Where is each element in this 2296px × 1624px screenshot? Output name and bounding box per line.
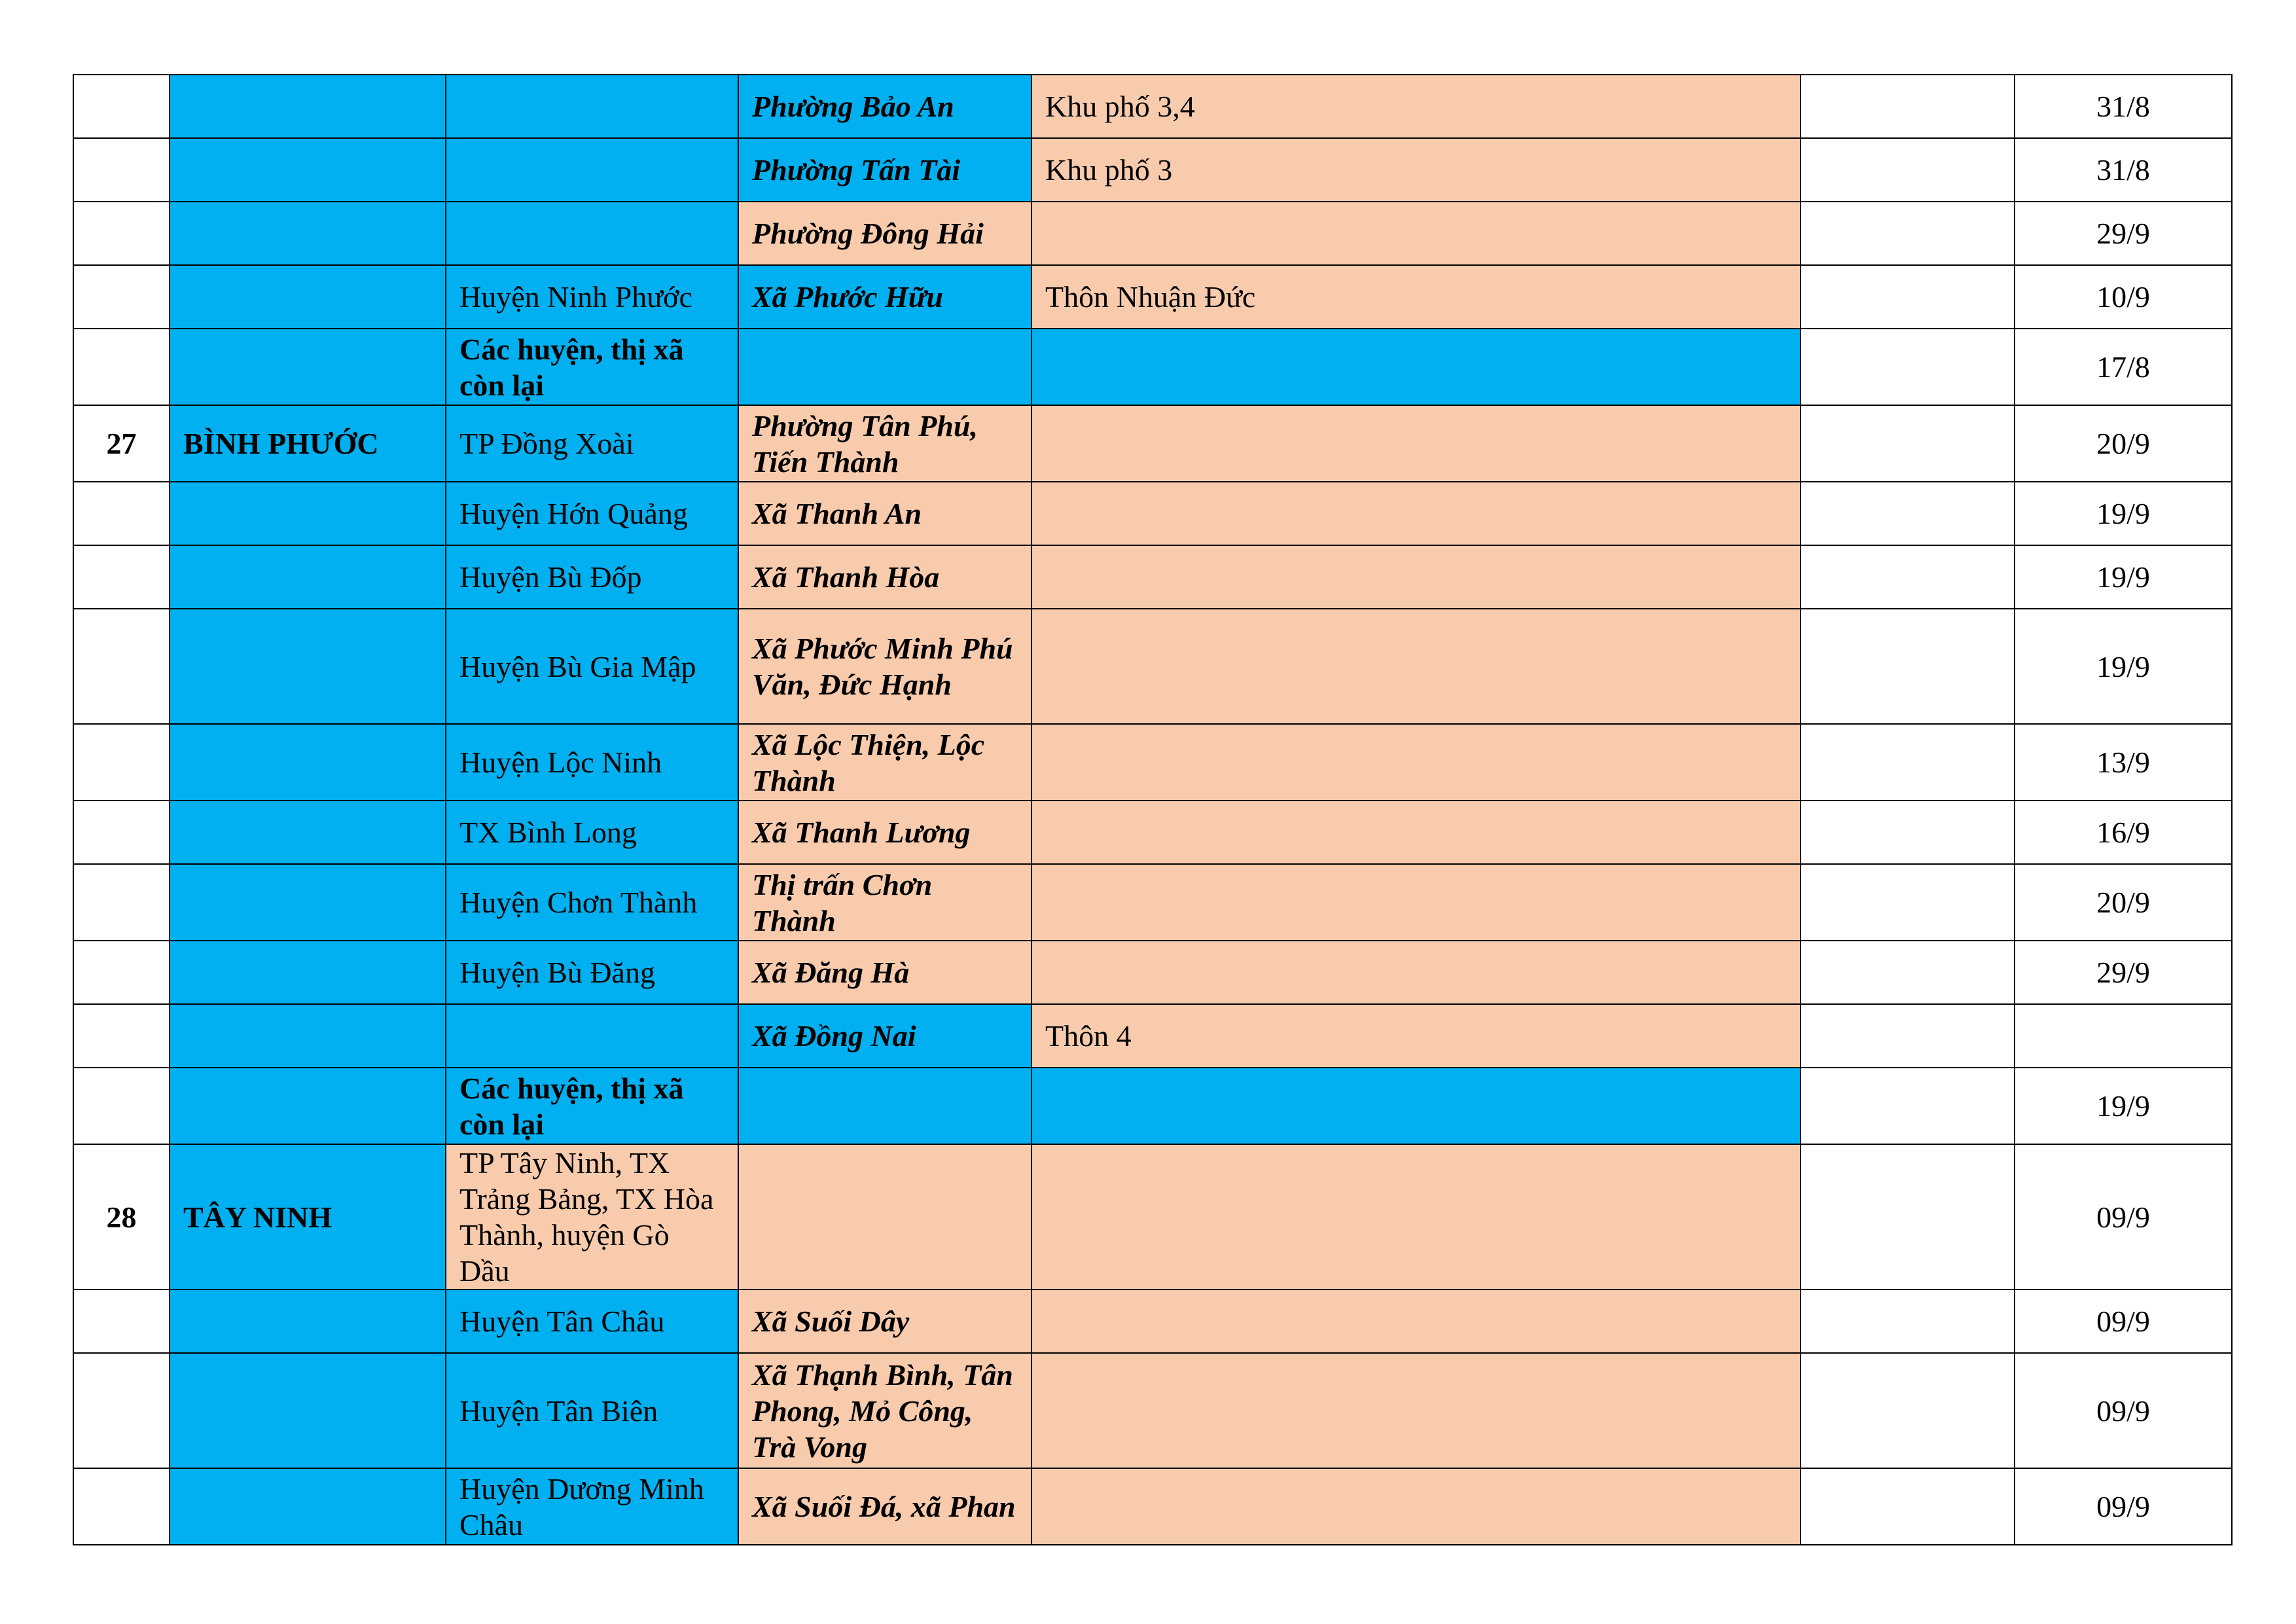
district-cell: Huyện Hớn Quảng — [446, 482, 738, 545]
district-cell: Huyện Lộc Ninh — [446, 724, 738, 801]
province-cell — [170, 941, 446, 1004]
ward-cell — [738, 1144, 1031, 1290]
stt-cell: 27 — [73, 405, 170, 482]
stt-cell — [73, 545, 170, 609]
province-cell — [170, 1353, 446, 1468]
province-cell — [170, 265, 446, 329]
date-cell: 31/8 — [2015, 138, 2232, 202]
stt-cell — [73, 1468, 170, 1545]
ward-cell: Xã Thạnh Bình, Tân Phong, Mỏ Công, Trà Vong — [738, 1353, 1031, 1468]
ward-cell: Xã Lộc Thiện, Lộc Thành — [738, 724, 1031, 801]
district-cell: Huyện Chơn Thành — [446, 864, 738, 941]
note-cell — [1801, 1290, 2015, 1353]
note-cell — [1801, 138, 2015, 202]
note-cell — [1801, 329, 2015, 405]
note-cell — [1801, 75, 2015, 138]
ward-cell: Xã Đăng Hà — [738, 941, 1031, 1004]
ward-cell: Thị trấn Chơn Thành — [738, 864, 1031, 941]
province-cell — [170, 801, 446, 864]
date-cell: 09/9 — [2015, 1290, 2232, 1353]
ward-cell: Xã Phước Minh Phú Văn, Đức Hạnh — [738, 609, 1031, 724]
table-row — [73, 202, 2232, 265]
date-cell: 10/9 — [2015, 265, 2232, 329]
date-cell: 29/9 — [2015, 202, 2232, 265]
district-cell — [446, 1004, 738, 1068]
date-cell: 19/9 — [2015, 545, 2232, 609]
date-cell: 17/8 — [2015, 329, 2232, 405]
district-cell: Các huyện, thị xã còn lại — [446, 329, 738, 405]
province-cell: TÂY NINH — [170, 1144, 446, 1290]
detail-cell — [1031, 405, 1801, 482]
ward-cell: Xã Suối Dây — [738, 1290, 1031, 1353]
table-row — [73, 75, 2232, 138]
stt-cell — [73, 941, 170, 1004]
province-cell — [170, 1290, 446, 1353]
date-cell: 19/9 — [2015, 609, 2232, 724]
vaccination-schedule-table — [73, 74, 2233, 1545]
province-cell — [170, 329, 446, 405]
table-body — [73, 75, 2232, 1545]
detail-cell — [1031, 1068, 1801, 1144]
stt-cell — [73, 482, 170, 545]
stt-cell — [73, 1068, 170, 1144]
note-cell — [1801, 1468, 2015, 1545]
date-cell: 13/9 — [2015, 724, 2232, 801]
district-cell — [446, 75, 738, 138]
note-cell — [1801, 545, 2015, 609]
table-row — [73, 1068, 2232, 1144]
district-cell: Huyện Bù Gia Mập — [446, 609, 738, 724]
date-cell — [2015, 1004, 2232, 1068]
province-cell — [170, 1004, 446, 1068]
ward-cell: Phường Tân Phú, Tiến Thành — [738, 405, 1031, 482]
date-cell: 29/9 — [2015, 941, 2232, 1004]
stt-cell — [73, 138, 170, 202]
note-cell — [1801, 482, 2015, 545]
district-cell: Huyện Bù Đăng — [446, 941, 738, 1004]
table-row — [73, 1468, 2232, 1545]
note-cell — [1801, 941, 2015, 1004]
table-row — [73, 609, 2232, 724]
detail-cell — [1031, 1290, 1801, 1353]
note-cell — [1801, 265, 2015, 329]
date-cell: 19/9 — [2015, 1068, 2232, 1144]
detail-cell — [1031, 609, 1801, 724]
detail-cell — [1031, 801, 1801, 864]
date-cell: 20/9 — [2015, 405, 2232, 482]
date-cell: 20/9 — [2015, 864, 2232, 941]
province-cell — [170, 545, 446, 609]
detail-cell — [1031, 329, 1801, 405]
province-cell — [170, 482, 446, 545]
detail-cell — [1031, 545, 1801, 609]
table-row — [73, 1004, 2232, 1068]
detail-cell — [1031, 1353, 1801, 1468]
province-cell — [170, 1068, 446, 1144]
table-row — [73, 864, 2232, 941]
detail-cell — [1031, 724, 1801, 801]
district-cell: Huyện Ninh Phước — [446, 265, 738, 329]
ward-cell: Xã Thanh Lương — [738, 801, 1031, 864]
note-cell — [1801, 1144, 2015, 1290]
stt-cell — [73, 329, 170, 405]
ward-cell — [738, 1068, 1031, 1144]
ward-cell — [738, 329, 1031, 405]
note-cell — [1801, 1004, 2015, 1068]
province-cell — [170, 75, 446, 138]
province-cell — [170, 864, 446, 941]
table-row — [73, 405, 2232, 482]
detail-cell: Thôn Nhuận Đức — [1031, 265, 1801, 329]
table-row — [73, 329, 2232, 405]
stt-cell — [73, 202, 170, 265]
detail-cell — [1031, 1468, 1801, 1545]
stt-cell: 28 — [73, 1144, 170, 1290]
province-cell — [170, 609, 446, 724]
date-cell: 19/9 — [2015, 482, 2232, 545]
detail-cell: Khu phố 3,4 — [1031, 75, 1801, 138]
detail-cell — [1031, 941, 1801, 1004]
stt-cell — [73, 609, 170, 724]
detail-cell — [1031, 864, 1801, 941]
stt-cell — [73, 265, 170, 329]
date-cell: 16/9 — [2015, 801, 2232, 864]
ward-cell: Xã Đồng Nai — [738, 1004, 1031, 1068]
ward-cell: Xã Suối Đá, xã Phan — [738, 1468, 1031, 1545]
detail-cell: Thôn 4 — [1031, 1004, 1801, 1068]
province-cell — [170, 1468, 446, 1545]
table-row — [73, 724, 2232, 801]
note-cell — [1801, 1068, 2015, 1144]
date-cell: 31/8 — [2015, 75, 2232, 138]
ward-cell: Xã Phước Hữu — [738, 265, 1031, 329]
detail-cell — [1031, 1144, 1801, 1290]
province-cell — [170, 724, 446, 801]
ward-cell: Phường Bảo An — [738, 75, 1031, 138]
ward-cell: Xã Thanh An — [738, 482, 1031, 545]
note-cell — [1801, 1353, 2015, 1468]
ward-cell: Xã Thanh Hòa — [738, 545, 1031, 609]
district-cell — [446, 138, 738, 202]
table-row — [73, 941, 2232, 1004]
district-cell: TP Đồng Xoài — [446, 405, 738, 482]
table-row — [73, 545, 2232, 609]
note-cell — [1801, 801, 2015, 864]
date-cell: 09/9 — [2015, 1468, 2232, 1545]
district-cell: Huyện Dương Minh Châu — [446, 1468, 738, 1545]
note-cell — [1801, 609, 2015, 724]
detail-cell — [1031, 202, 1801, 265]
detail-cell: Khu phố 3 — [1031, 138, 1801, 202]
district-cell: Huyện Tân Châu — [446, 1290, 738, 1353]
district-cell: Huyện Tân Biên — [446, 1353, 738, 1468]
date-cell: 09/9 — [2015, 1144, 2232, 1290]
note-cell — [1801, 864, 2015, 941]
district-cell — [446, 202, 738, 265]
table-row — [73, 265, 2232, 329]
detail-cell — [1031, 482, 1801, 545]
province-cell — [170, 138, 446, 202]
province-cell: BÌNH PHƯỚC — [170, 405, 446, 482]
stt-cell — [73, 1353, 170, 1468]
date-cell: 09/9 — [2015, 1353, 2232, 1468]
district-cell: TP Tây Ninh, TX Trảng Bảng, TX Hòa Thành, huyện Gò Dầu — [446, 1144, 738, 1290]
stt-cell — [73, 75, 170, 138]
district-cell: Huyện Bù Đốp — [446, 545, 738, 609]
note-cell — [1801, 724, 2015, 801]
stt-cell — [73, 864, 170, 941]
district-cell: Các huyện, thị xã còn lại — [446, 1068, 738, 1144]
stt-cell — [73, 1004, 170, 1068]
table-row — [73, 482, 2232, 545]
stt-cell — [73, 724, 170, 801]
table-row — [73, 1353, 2232, 1468]
table-row — [73, 1144, 2232, 1290]
province-cell — [170, 202, 446, 265]
table-row — [73, 801, 2232, 864]
ward-cell: Phường Tấn Tài — [738, 138, 1031, 202]
table-row — [73, 138, 2232, 202]
table-row — [73, 1290, 2232, 1353]
district-cell: TX Bình Long — [446, 801, 738, 864]
note-cell — [1801, 405, 2015, 482]
stt-cell — [73, 1290, 170, 1353]
ward-cell: Phường Đông Hải — [738, 202, 1031, 265]
stt-cell — [73, 801, 170, 864]
note-cell — [1801, 202, 2015, 265]
